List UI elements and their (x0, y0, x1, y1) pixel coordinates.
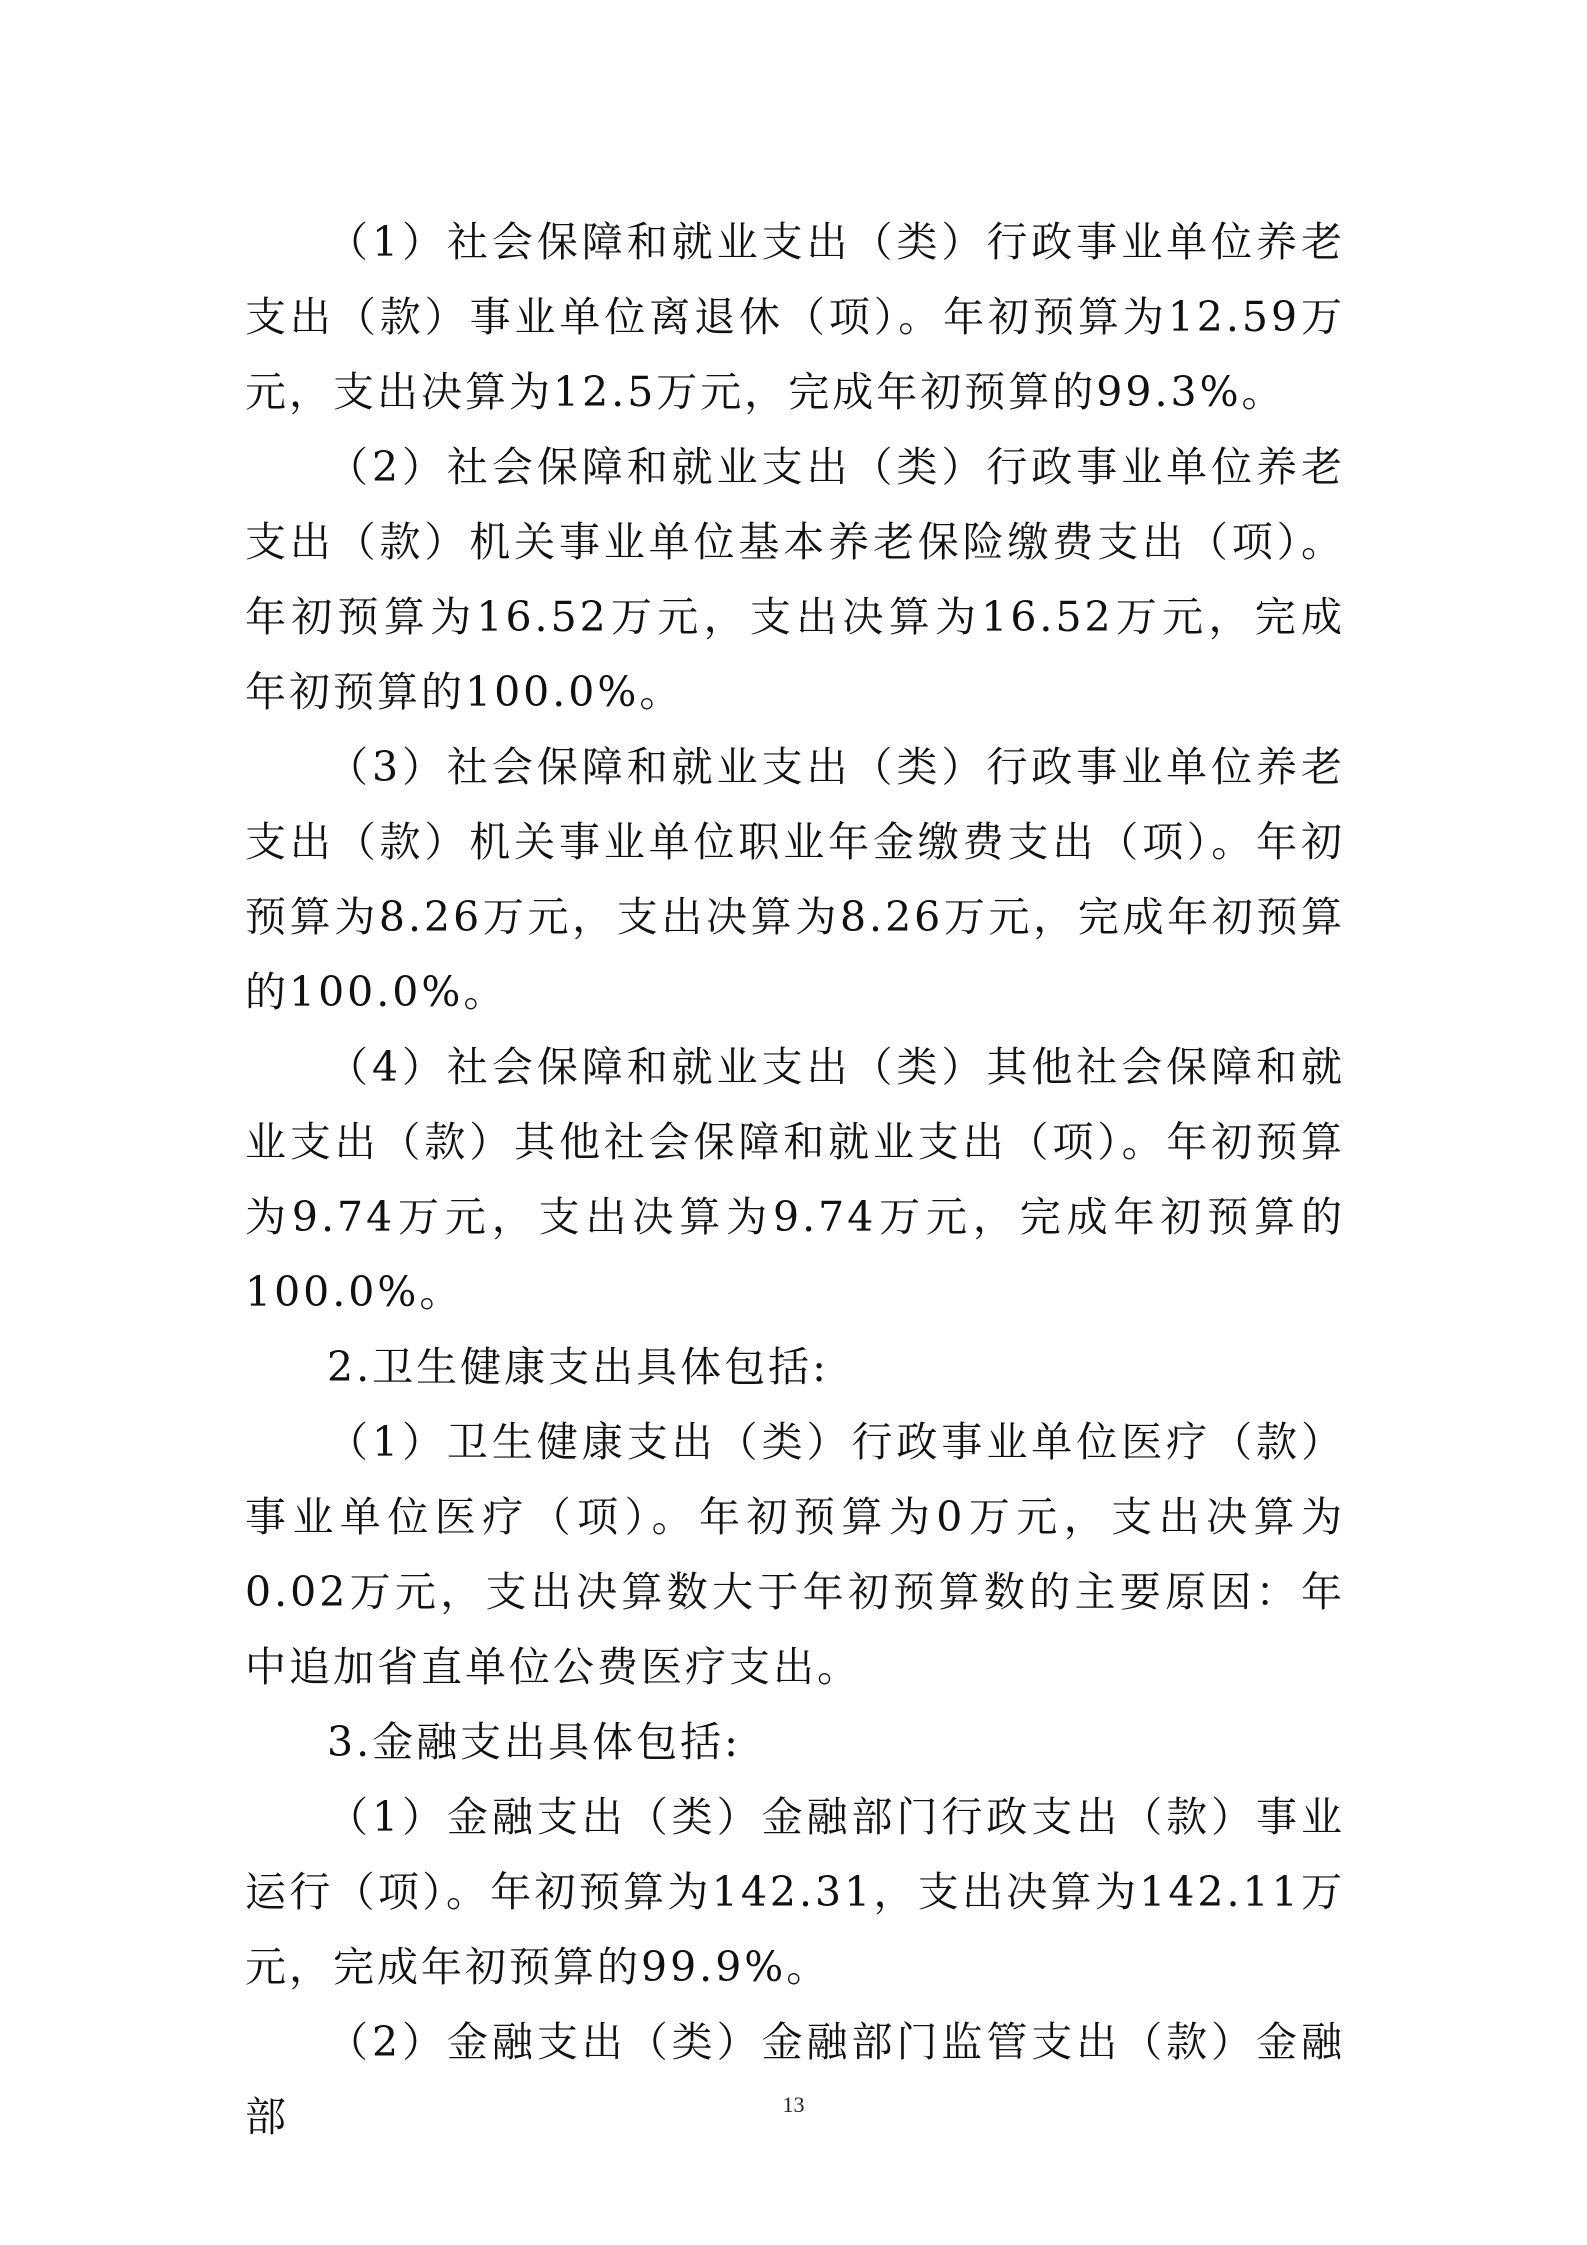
paragraph-finance-2: （2）金融支出（类）金融部门监管支出（款）金融部 (245, 2018, 1345, 2141)
paragraph-finance-1: （1）金融支出（类）金融部门行政支出（款）事业运行（项）。年初预算为142.31，支出决算为142.11万元，完成年初预算的99.9%。 (245, 1793, 1345, 1991)
paragraph-social-security-1: （1）社会保障和就业支出（类）行政事业单位养老支出（款）事业单位离退休（项）。年初预算为12.59万元，支出决算为12.5万元，完成年初预算的99.3%。 (245, 218, 1345, 416)
heading-health-expenditure: 2.卫生健康支出具体包括: (327, 1343, 829, 1391)
paragraph-social-security-4: （4）社会保障和就业支出（类）其他社会保障和就业支出（款）其他社会保障和就业支出（项）。年初预算为9.74万元，支出决算为9.74万元，完成年初预算的100.0%。 (245, 1043, 1345, 1316)
paragraph-social-security-2: （2）社会保障和就业支出（类）行政事业单位养老支出（款）机关事业单位基本养老保险缴费支出（项）。年初预算为16.52万元，支出决算为16.52万元，完成年初预算的100.0%。 (245, 443, 1345, 716)
paragraph-health-1: （1）卫生健康支出（类）行政事业单位医疗（款）事业单位医疗（项）。年初预算为0万元，支出决算为0.02万元，支出决算数大于年初预算数的主要原因：年中追加省直单位公费医疗支出。 (245, 1418, 1345, 1691)
page-number: 13 (782, 2092, 805, 2117)
body-text (245, 205, 1345, 2155)
heading-finance-expenditure: 3.金融支出具体包括: (327, 1718, 741, 1766)
paragraph-social-security-3: （3）社会保障和就业支出（类）行政事业单位养老支出（款）机关事业单位职业年金缴费支出（项）。年初预算为8.26万元，支出决算为8.26万元，完成年初预算的100.0%。 (245, 743, 1345, 1016)
